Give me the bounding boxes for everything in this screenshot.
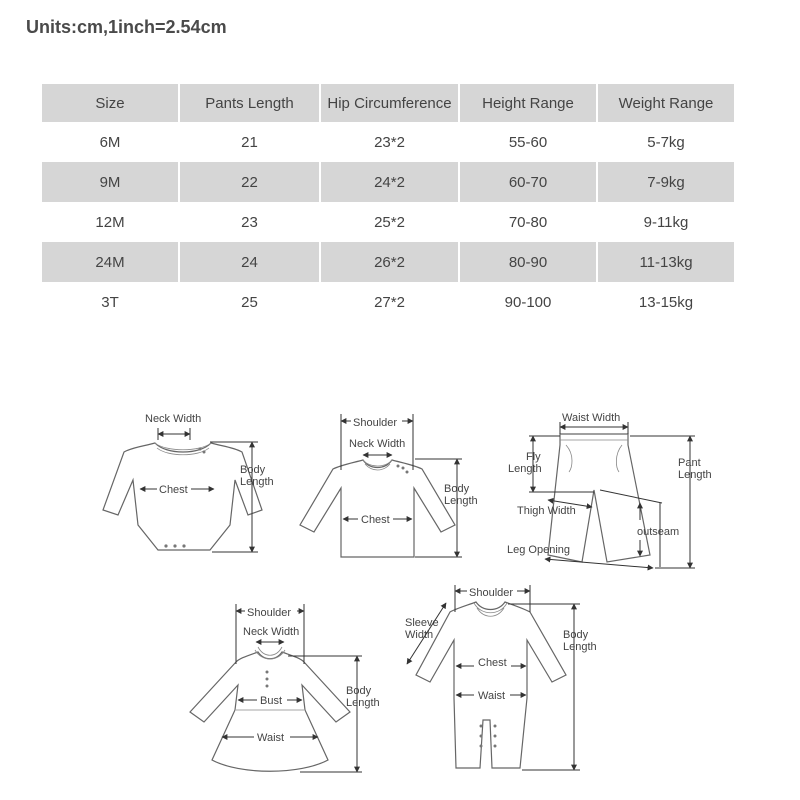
cell-weight: 5-7kg (647, 133, 685, 151)
shirt-body-length-label-2: Length (444, 495, 478, 507)
shirt-neck-width-label: Neck Width (349, 438, 406, 450)
cell-pants-length: 21 (241, 133, 258, 151)
dress-body-length-label-1: Body (346, 685, 372, 697)
bodysuit-neck-width-label: Neck Width (145, 413, 202, 425)
cell-size: 24M (42, 242, 178, 282)
cell-height: 90-100 (504, 293, 552, 311)
table-row (42, 162, 734, 202)
table-header-row (42, 84, 734, 122)
table-row (42, 242, 734, 282)
cell-pants-length: 23 (241, 213, 258, 231)
cell-hip: 26*2 (321, 242, 458, 282)
table-row (42, 282, 734, 322)
table-row (42, 202, 734, 242)
cell-weight: 7-9kg (598, 162, 734, 202)
header-weight-range: Weight Range (598, 84, 734, 122)
bodysuit-body-length-label-2: Length (240, 476, 274, 488)
dress-neck-width-label: Neck Width (243, 626, 300, 638)
pants-thigh-width-label: Thigh Width (517, 505, 576, 517)
header-size: Size (42, 84, 178, 122)
romper-shoulder-label: Shoulder (469, 587, 514, 599)
pants-fly-length-label-2: Length (508, 463, 542, 475)
shirt-diagram (300, 414, 478, 557)
cell-height: 80-90 (460, 242, 596, 282)
cell-pants-length: 24 (180, 242, 319, 282)
cell-height: 55-60 (508, 133, 548, 151)
cell-height: 60-70 (460, 162, 596, 202)
header-hip-circumference: Hip Circumference (321, 84, 458, 122)
header-height-range: Height Range (460, 84, 596, 122)
dress-shoulder-label: Shoulder (247, 607, 292, 619)
cell-hip: 25*2 (374, 213, 405, 231)
units-note: Units:cm,1inch=2.54cm (26, 17, 227, 37)
cell-hip: 27*2 (374, 293, 405, 311)
romper-sleeve-width-label-2: Width (405, 629, 434, 641)
bodysuit-body-length-label-1: Body (240, 464, 266, 476)
shirt-shoulder-label: Shoulder (353, 417, 398, 429)
shirt-body-length-label-1: Body (444, 483, 470, 495)
dress-bust-label: Bust (260, 695, 283, 707)
cell-hip: 24*2 (321, 162, 458, 202)
table-row (42, 122, 734, 162)
pants-diagram (507, 412, 712, 568)
size-chart-table (40, 84, 736, 322)
cell-hip: 23*2 (374, 133, 405, 151)
measurement-diagrams (0, 380, 800, 800)
romper-body-length-label-1: Body (563, 629, 589, 641)
cell-pants-length: 25 (241, 293, 258, 311)
pants-pant-length-label-1: Pant (678, 457, 701, 469)
dress-waist-label: Waist (257, 732, 285, 744)
pants-pant-length-label-2: Length (678, 469, 712, 481)
shirt-chest-label: Chest (361, 514, 390, 526)
romper-diagram (405, 585, 597, 770)
cell-weight: 13-15kg (638, 293, 694, 311)
pants-leg-opening-label: Leg Opening (507, 544, 570, 556)
cell-size: 12M (95, 213, 125, 231)
cell-size: 9M (42, 162, 178, 202)
pants-outseam-label: outseam (637, 526, 680, 538)
romper-sleeve-width-label-1: Sleeve (405, 617, 439, 629)
dress-body-length-label-2: Length (346, 697, 380, 709)
cell-size: 6M (99, 133, 121, 151)
bodysuit-diagram (103, 413, 274, 552)
cell-height: 70-80 (508, 213, 548, 231)
romper-body-length-label-2: Length (563, 641, 597, 653)
romper-chest-label: Chest (478, 657, 507, 669)
bodysuit-chest-label: Chest (159, 484, 188, 496)
cell-size: 3T (101, 293, 119, 311)
pants-waist-width-label: Waist Width (562, 412, 621, 424)
header-pants-length: Pants Length (180, 84, 319, 122)
cell-weight: 9-11kg (643, 213, 689, 231)
romper-waist-label: Waist (478, 690, 506, 702)
dress-diagram (190, 604, 380, 772)
cell-weight: 11-13kg (598, 242, 734, 282)
cell-pants-length: 22 (180, 162, 319, 202)
pants-fly-length-label-1: Fly (526, 451, 541, 463)
